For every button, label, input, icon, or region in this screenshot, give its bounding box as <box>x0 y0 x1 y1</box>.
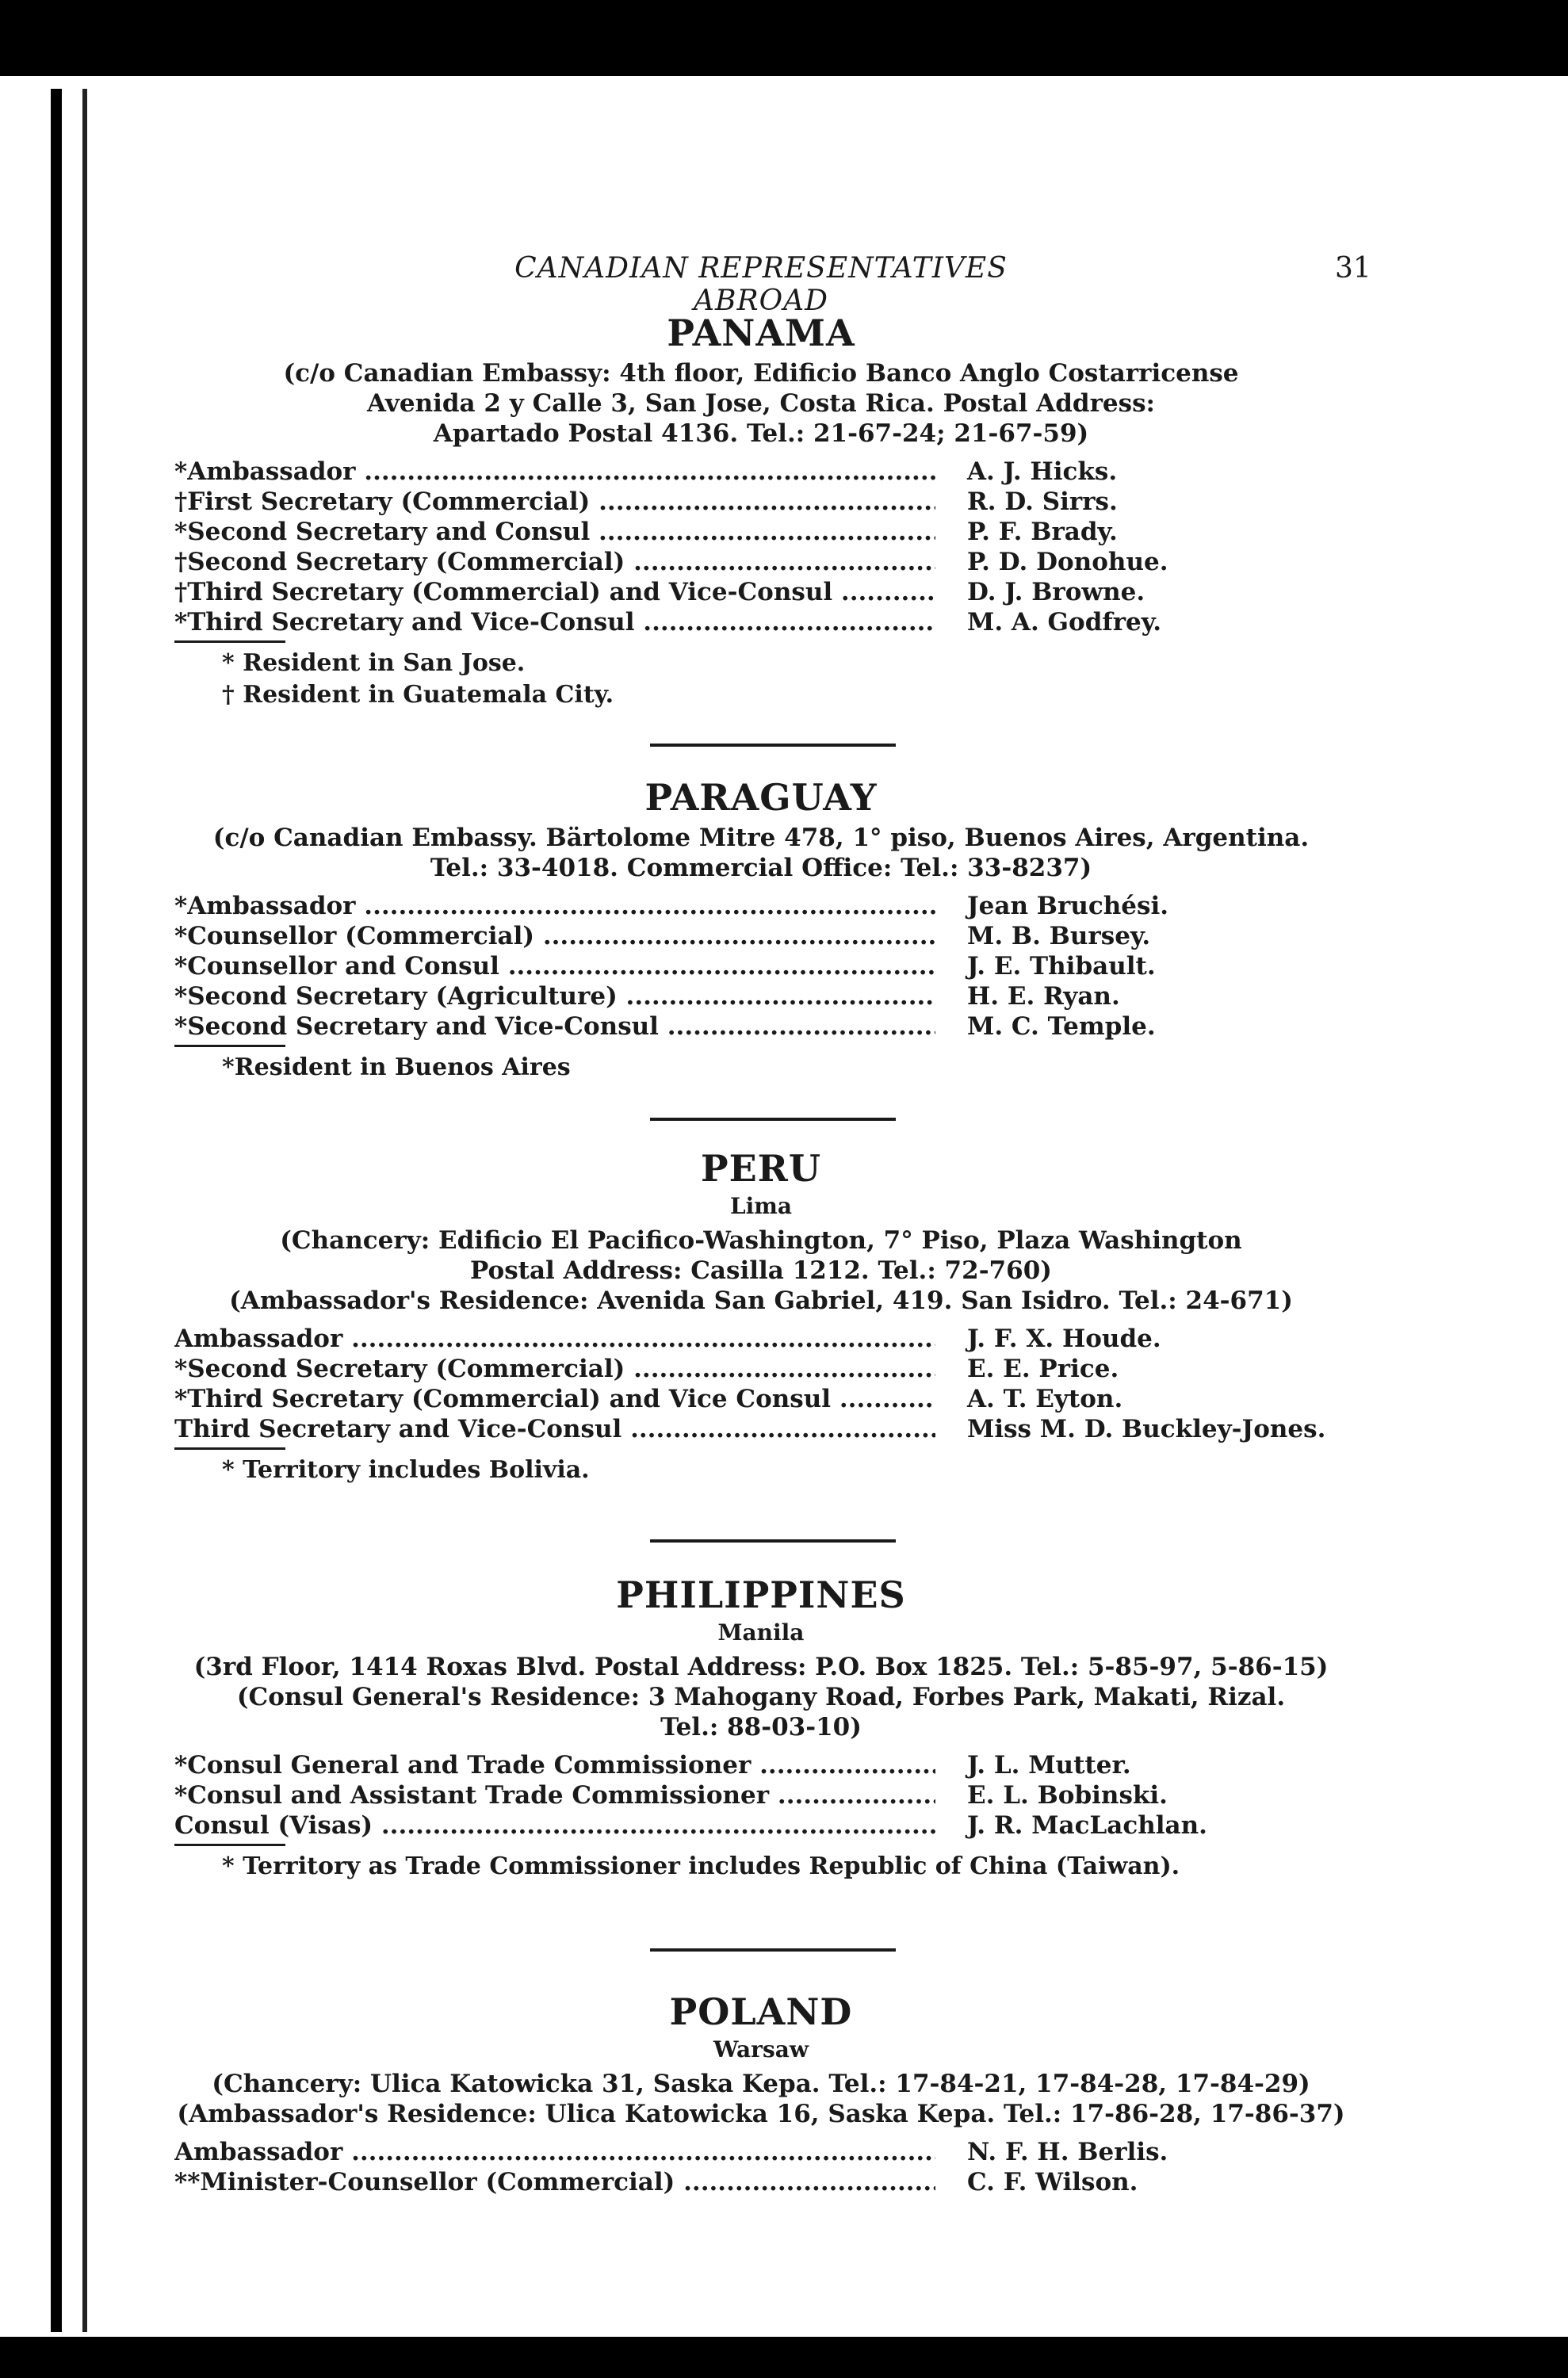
footnote-rule <box>174 1045 285 1047</box>
staff-name: E. E. Price. <box>967 1355 1119 1383</box>
address-line: Tel.: 33-4018. Commercial Office: Tel.: 33-8237) <box>430 854 1092 882</box>
staff-row <box>174 1414 1348 1444</box>
footnote: † Resident in Guatemala City. <box>222 681 614 709</box>
address-block <box>174 1225 1348 1316</box>
staff-name: P. F. Brady. <box>967 518 1118 546</box>
staff-row <box>174 891 1348 921</box>
address-line: Apartado Postal 4136. Tel.: 21-67-24; 21-67-59) <box>433 419 1089 448</box>
address-line: (c/o Canadian Embassy. Bärtolome Mitre 478, 1° piso, Buenos Aires, Argentina. <box>212 824 1310 852</box>
staff-row <box>174 487 1348 517</box>
staff-title: *Counsellor (Commercial) ..... <box>174 921 935 951</box>
staff-title: *Second Secretary (Commercial) ..... <box>174 1354 935 1384</box>
staff-name: D. J. Browne. <box>967 578 1145 606</box>
staff-title: †Second Secretary (Commercial) ..... <box>174 547 935 577</box>
address-block <box>174 823 1348 883</box>
staff-list <box>174 2137 1348 2197</box>
staff-name: Jean Bruchési. <box>967 892 1169 920</box>
section-divider <box>650 744 896 747</box>
staff-title: *Third Secretary (Commercial) and Vice Consul ..... <box>174 1384 935 1414</box>
section-paraguay <box>174 775 1348 1084</box>
city-heading: Lima <box>729 1193 793 1219</box>
footnote-rule <box>174 1447 285 1450</box>
address-line: (Ambassador's Residence: Avenida San Gabriel, 419. San Isidro. Tel.: 24-671) <box>229 1286 1293 1315</box>
staff-title: *Second Secretary (Agriculture) ..... <box>174 981 935 1011</box>
staff-row <box>174 517 1348 547</box>
staff-name: A. T. Eyton. <box>967 1385 1123 1413</box>
staff-title: *Ambassador ..... <box>174 457 935 487</box>
staff-row <box>174 1750 1348 1780</box>
staff-name: J. E. Thibault. <box>967 952 1156 981</box>
country-heading: PERU <box>701 1147 821 1190</box>
staff-row <box>174 951 1348 981</box>
staff-name: M. C. Temple. <box>967 1012 1156 1041</box>
staff-name: J. F. X. Houde. <box>967 1325 1161 1353</box>
staff-name: C. F. Wilson. <box>967 2168 1138 2196</box>
staff-title: **Minister-Counsellor (Commercial) ..... <box>174 2167 935 2197</box>
footnote: *Resident in Buenos Aires <box>222 1053 571 1081</box>
running-title: CANADIAN REPRESENTATIVES ABROAD <box>514 252 1008 317</box>
address-line: Postal Address: Casilla 1212. Tel.: 72-760) <box>470 1256 1052 1285</box>
staff-name: A. J. Hicks. <box>967 457 1118 486</box>
country-heading: PARAGUAY <box>644 776 878 819</box>
footnote: * Territory as Trade Commissioner includes Republic of China (Taiwan). <box>222 1852 1180 1880</box>
staff-title: Third Secretary and Vice-Consul ..... <box>174 1414 935 1444</box>
staff-row <box>174 981 1348 1011</box>
staff-title: †First Secretary (Commercial) ..... <box>174 487 935 517</box>
country-heading: PHILIPPINES <box>616 1573 906 1616</box>
staff-row <box>174 457 1348 487</box>
section-panama <box>174 311 1348 711</box>
address-block <box>174 1652 1348 1742</box>
staff-name: M. A. Godfrey. <box>967 608 1162 637</box>
staff-title: *Consul and Assistant Trade Commissioner ..... <box>174 1780 935 1810</box>
staff-title: Ambassador ..... <box>174 2137 935 2167</box>
footnote-rule <box>174 1844 285 1846</box>
staff-row <box>174 1780 1348 1810</box>
page-number: 31 <box>1335 252 1371 285</box>
staff-name: P. D. Donohue. <box>967 548 1168 576</box>
address-line: (Chancery: Ulica Katowicka 31, Saska Kepa. Tel.: 17-84-21, 17-84-28, 17-84-29) <box>212 2070 1310 2098</box>
staff-name: R. D. Sirrs. <box>967 487 1118 516</box>
section-philippines <box>174 1573 1348 1883</box>
staff-row <box>174 547 1348 577</box>
footnote: * Resident in San Jose. <box>222 649 526 677</box>
staff-list <box>174 891 1348 1042</box>
address-line: Tel.: 88-03-10) <box>660 1713 862 1741</box>
address-block <box>174 358 1348 449</box>
staff-name: J. R. MacLachlan. <box>967 1811 1207 1840</box>
footnote: * Territory includes Bolivia. <box>222 1456 590 1484</box>
staff-name: N. F. H. Berlis. <box>967 2138 1168 2166</box>
staff-list <box>174 1750 1348 1841</box>
address-line: (Consul General's Residence: 3 Mahogany Road, Forbes Park, Makati, Rizal. <box>236 1683 1286 1711</box>
section-divider <box>650 1118 896 1121</box>
staff-name: E. L. Bobinski. <box>967 1781 1168 1810</box>
country-heading: PANAMA <box>667 312 855 354</box>
staff-title: *Third Secretary and Vice-Consul ..... <box>174 607 935 637</box>
footnote-rule <box>174 640 285 643</box>
address-line: (Ambassador's Residence: Ulica Katowicka 16, Saska Kepa. Tel.: 17-86-28, 17-86-37) <box>177 2100 1345 2128</box>
staff-title: *Second Secretary and Consul ..... <box>174 517 935 547</box>
staff-row <box>174 2167 1348 2197</box>
staff-row <box>174 2137 1348 2167</box>
staff-row <box>174 1324 1348 1354</box>
address-line: (3rd Floor, 1414 Roxas Blvd. Postal Address: P.O. Box 1825. Tel.: 5-85-97, 5-86-15) <box>193 1653 1329 1681</box>
section-peru <box>174 1146 1348 1486</box>
staff-name: M. B. Bursey. <box>967 922 1151 950</box>
staff-name: Miss M. D. Buckley-Jones. <box>967 1415 1326 1443</box>
section-divider <box>650 1539 896 1543</box>
staff-name: H. E. Ryan. <box>967 982 1120 1011</box>
staff-title: *Ambassador ..... <box>174 891 935 921</box>
staff-row <box>174 1384 1348 1414</box>
staff-list <box>174 1324 1348 1444</box>
staff-title: *Consul General and Trade Commissioner ..... <box>174 1750 935 1780</box>
staff-title: *Second Secretary and Vice-Consul ..... <box>174 1011 935 1042</box>
staff-list <box>174 457 1348 637</box>
address-line: (c/o Canadian Embassy: 4th floor, Edificio Banco Anglo Costarricense <box>283 359 1239 388</box>
address-line: (Chancery: Edificio El Pacifico-Washington, 7° Piso, Plaza Washington <box>280 1226 1242 1255</box>
staff-name: J. L. Mutter. <box>967 1751 1131 1780</box>
staff-title: †Third Secretary (Commercial) and Vice-Consul ..... <box>174 577 935 607</box>
staff-row <box>174 1011 1348 1042</box>
city-heading: Manila <box>717 1619 805 1646</box>
staff-row <box>174 1810 1348 1841</box>
staff-title: Ambassador ..... <box>174 1324 935 1354</box>
address-block <box>174 2069 1348 2129</box>
staff-title: *Counsellor and Consul ..... <box>174 951 935 981</box>
address-line: Avenida 2 y Calle 3, San Jose, Costa Rica. Postal Address: <box>367 389 1155 418</box>
section-poland <box>174 1990 1348 2197</box>
country-heading: POLAND <box>669 1990 853 2033</box>
staff-row <box>174 1354 1348 1384</box>
city-heading: Warsaw <box>713 2036 809 2063</box>
section-divider <box>650 1948 896 1952</box>
staff-row <box>174 921 1348 951</box>
staff-row <box>174 607 1348 637</box>
staff-title: Consul (Visas) ..... <box>174 1810 935 1841</box>
staff-row <box>174 577 1348 607</box>
